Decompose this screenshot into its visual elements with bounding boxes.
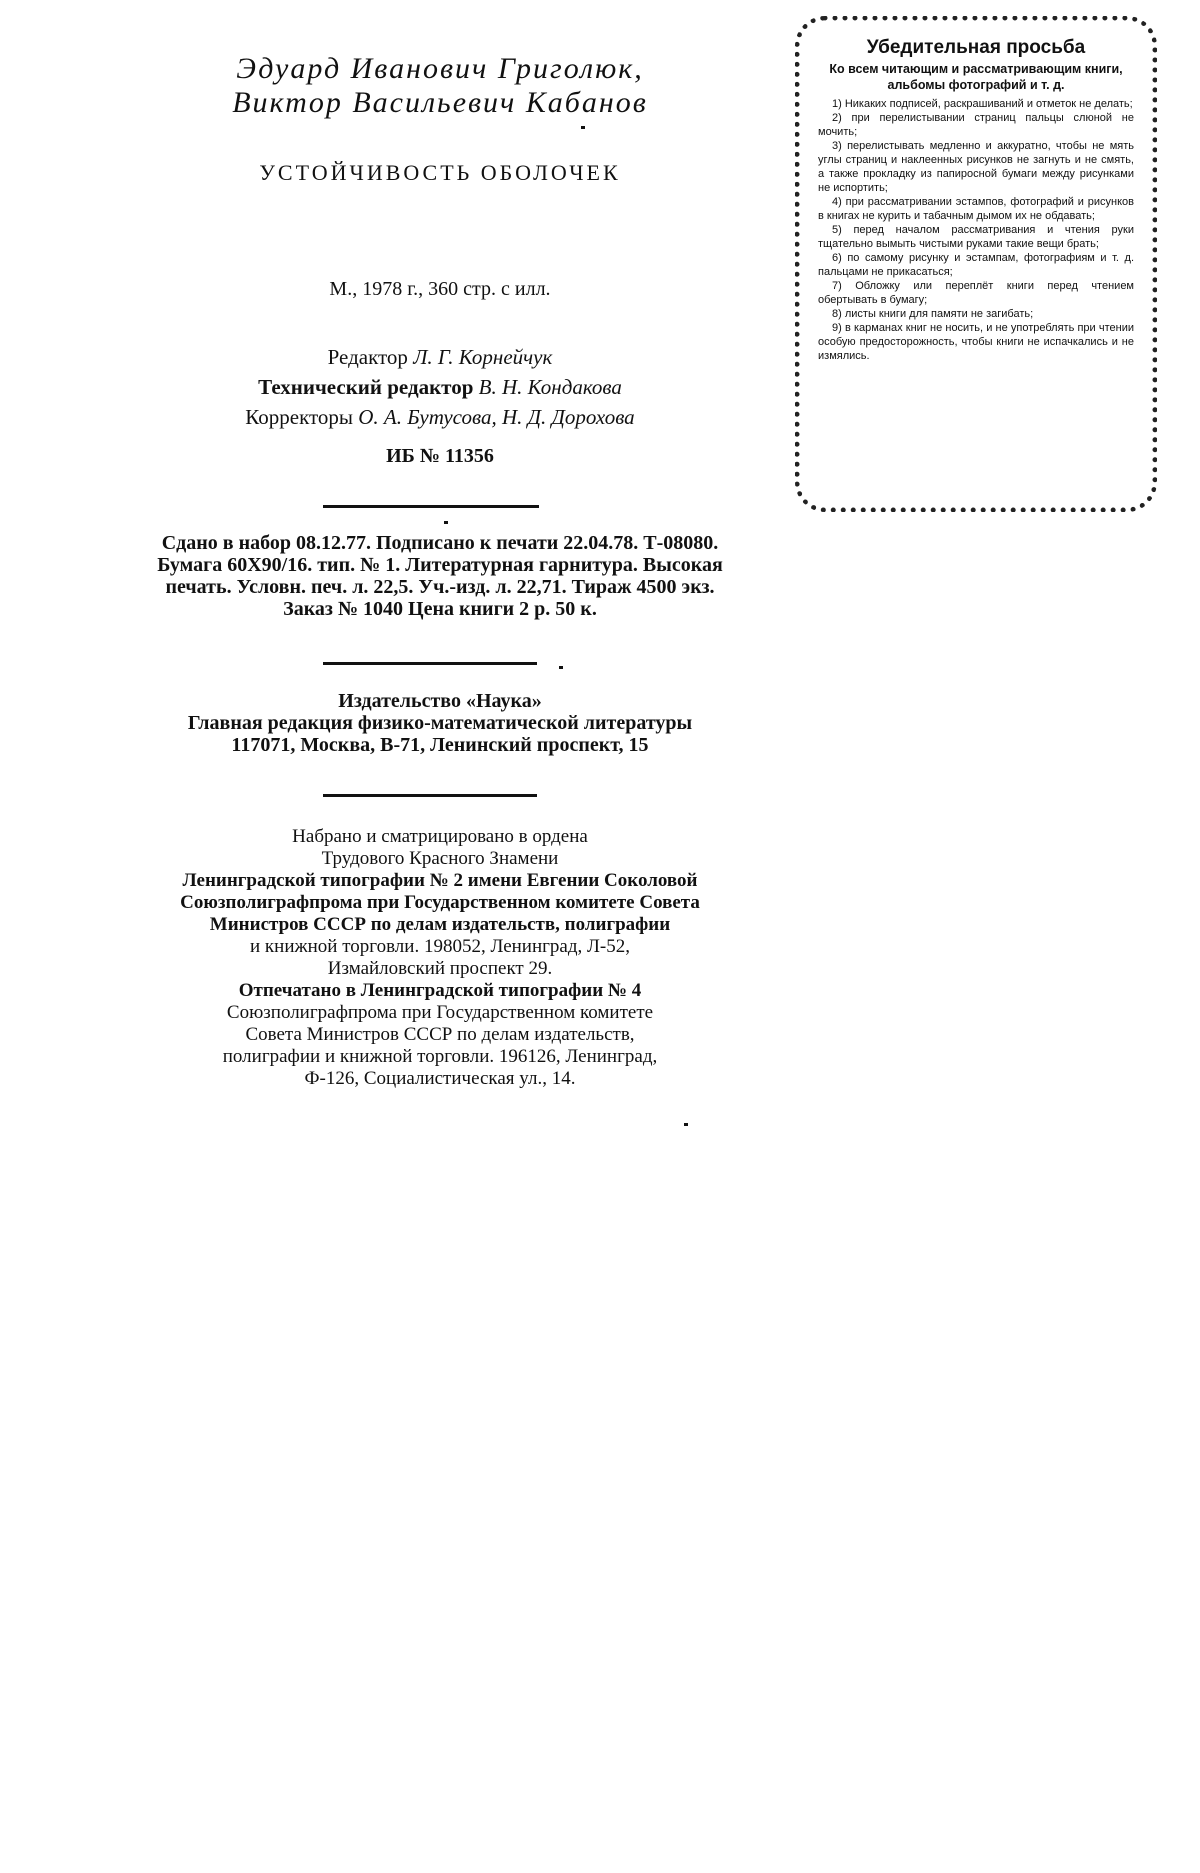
printing-line: Союзполиграфпрома при Государственном комитете Совета [180, 892, 700, 913]
speck [559, 666, 563, 669]
library-notice-stamp [795, 16, 1157, 512]
printed-at-line: полиграфии и книжной торговли. 196126, Ленинград, [222, 1046, 658, 1067]
publishing-info [40, 532, 840, 620]
publishing-line: Заказ № 1040 Цена книги 2 р. 50 к. [283, 598, 597, 620]
speck [444, 521, 448, 524]
printing-info [40, 826, 840, 1090]
notice-title: Убедительная просьба [866, 37, 1086, 58]
divider-rule [323, 505, 539, 508]
publisher-address: 117071, Москва, В-71, Ленинский проспект, 15 [231, 734, 649, 756]
proofreaders-label: Корректоры [245, 405, 354, 429]
editor-name: Л. Г. Корнейчук [413, 345, 553, 369]
printed-at-line: Отпечатано в Ленинградской типографии № 4 [238, 980, 642, 1001]
publishing-line: Бумага 60X90/16. тип. № 1. Литературная гарнитура. Высокая [157, 554, 723, 576]
printing-line: Измайловский проспект 29. [327, 958, 553, 979]
notice-item: 7) Обложку или переплёт книги перед чтением обертывать в бумагу; [818, 280, 1134, 306]
printing-line: и книжной торговли. 198052, Ленинград, Л-52, [250, 936, 630, 957]
author-2: Виктор Васильевич Кабанов [232, 86, 648, 119]
printed-at-line: Союзполиграфпрома при Государственном комитете [226, 1002, 654, 1023]
publisher-info [40, 690, 840, 756]
proofreaders-names: О. А. Бутусова, Н. Д. Дорохова [358, 405, 635, 429]
speck [581, 126, 585, 129]
publisher-name: Издательство «Наука» [338, 690, 542, 712]
divider-rule [323, 794, 537, 797]
imprint-line: М., 1978 г., 360 стр. с илл. [329, 278, 551, 300]
authors [40, 52, 840, 120]
proofreaders-line [40, 402, 840, 432]
tech-editor-line [40, 372, 840, 402]
publisher-division: Главная редакция физико-математической литературы [187, 712, 693, 734]
notice-item: 5) перед началом рассматривания и чтения руки тщательно вымыть чистыми руками такие вещи брать; [818, 224, 1134, 250]
editor-label: Редактор [327, 345, 408, 369]
book-title: УСТОЙЧИВОСТЬ ОБОЛОЧЕК [259, 160, 621, 185]
divider-rule [323, 662, 537, 665]
author-1: Эдуард Иванович Григолюк, [236, 52, 644, 85]
printing-line: Набрано и сматрицировано в ордена [292, 826, 588, 847]
credits [40, 342, 840, 432]
notice-item: 3) перелистывать медленно и аккуратно, чтобы не мять углы страниц и наклеенных рисунков не загнуть и не смять, а также прокладку из папиросной бумаги между рисунками не испортить; [818, 140, 1134, 194]
notice-item: 6) по самому рисунку и эстампам, фотографиям и т. д. пальцами не прикасаться; [818, 252, 1134, 278]
tech-editor-name: В. Н. Кондакова [478, 375, 622, 399]
notice-item: 8) листы книги для памяти не загибать; [832, 308, 1034, 320]
printed-at-line: Ф-126, Социалистическая ул., 14. [304, 1068, 576, 1089]
publishing-line: печать. Условн. печ. л. 22,5. Уч.-изд. л. 22,71. Тираж 4500 экз. [165, 576, 715, 598]
ib-number: ИБ № 11356 [386, 445, 494, 467]
notice-item: 4) при рассматривании эстампов, фотографий и рисунков в книгах не курить и табачным дымом их не обдавать; [818, 196, 1134, 222]
editor-line [40, 342, 840, 372]
printing-line: Министров СССР по делам издательств, полиграфии [209, 914, 671, 935]
notice-item: 1) Никаких подписей, раскрашиваний и отметок не делать; [832, 98, 1133, 110]
printing-line: Ленинградской типографии № 2 имени Евгении Соколовой [182, 870, 698, 891]
printing-line: Трудового Красного Знамени [321, 848, 559, 869]
printed-at-line: Совета Министров СССР по делам издательств, [245, 1024, 635, 1045]
notice-item: 2) при перелистывании страниц пальцы слюной не мочить; [818, 112, 1134, 138]
tech-editor-label: Технический редактор [258, 375, 474, 399]
speck [684, 1123, 688, 1126]
notice-intro: Ко всем читающим и рассматривающим книги, альбомы фотографий и т. д. [829, 62, 1123, 92]
notice-item: 9) в карманах книг не носить, и не употреблять при чтении особую предосторожность, чтобы книги не испачкались и не измялись. [818, 322, 1134, 362]
publishing-line: Сдано в набор 08.12.77. Подписано к печати 22.04.78. Т-08080. [161, 532, 719, 554]
